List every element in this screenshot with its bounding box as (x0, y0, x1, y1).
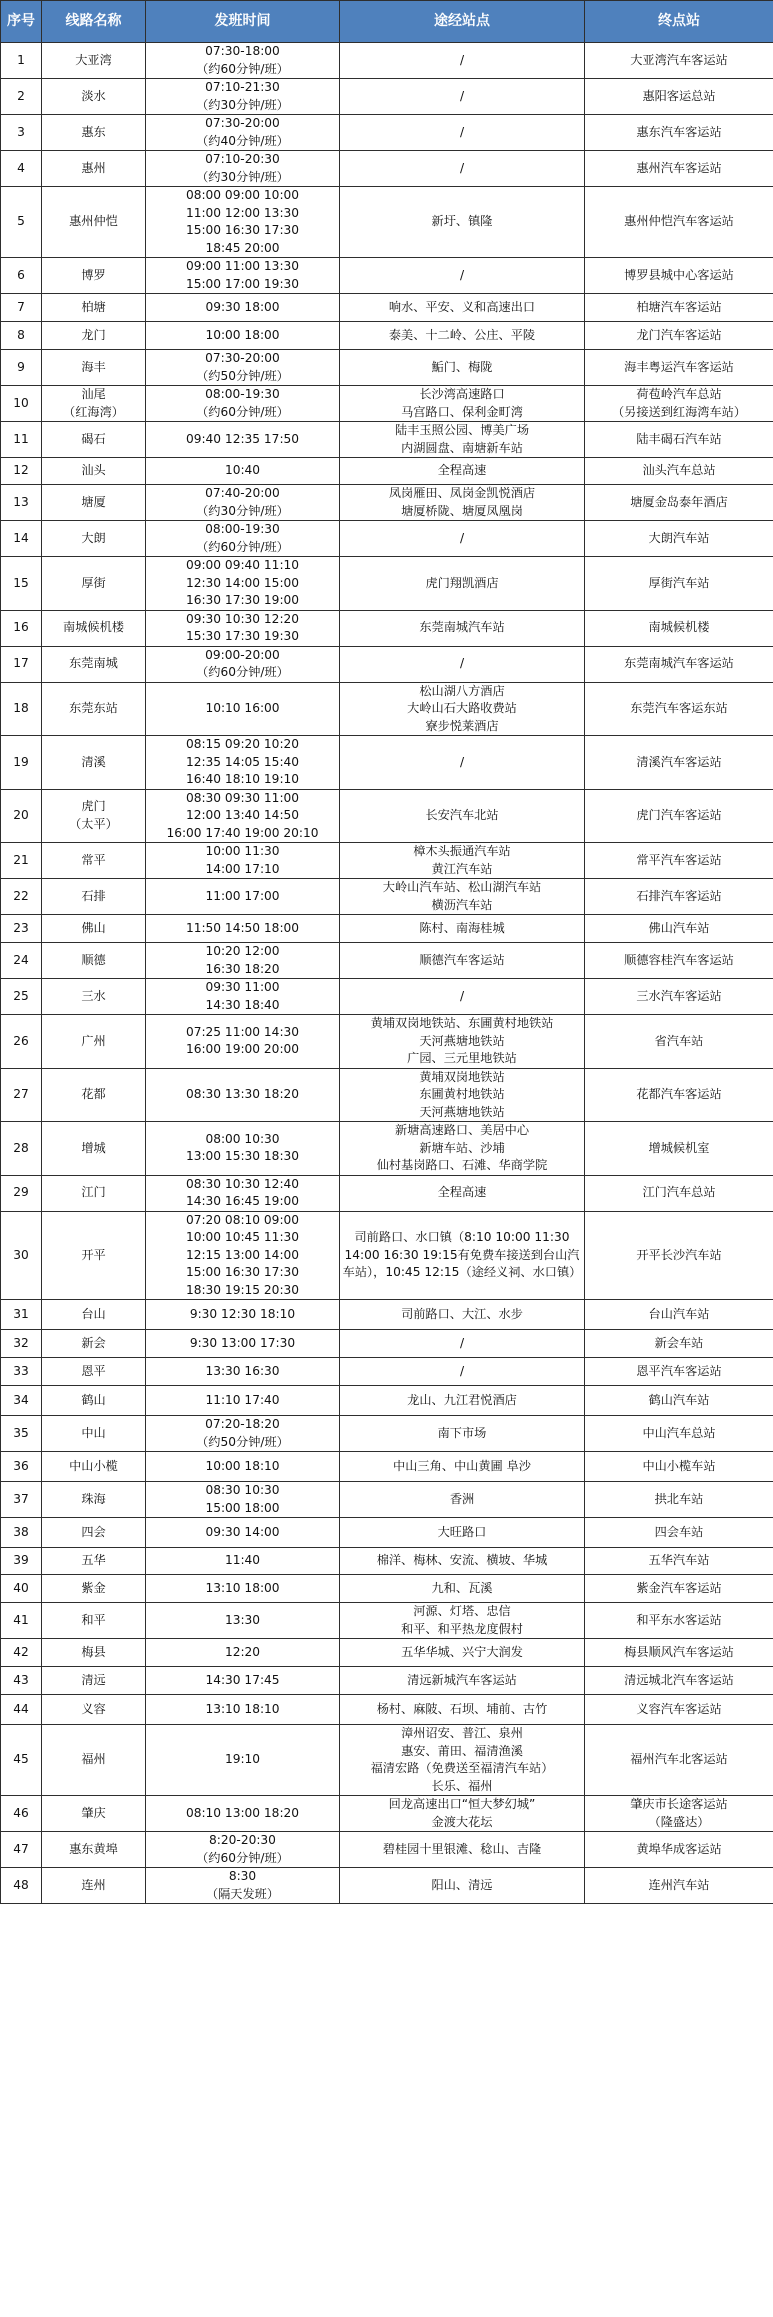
row-dest: 南城候机楼 (585, 610, 773, 646)
row-no: 28 (1, 1122, 42, 1176)
row-no: 42 (1, 1639, 42, 1667)
row-via: / (340, 43, 585, 79)
table-row (1, 646, 773, 682)
row-no: 41 (1, 1603, 42, 1639)
row-route: 清远 (42, 1667, 146, 1695)
row-time: 07:20-18:20 （约50分钟/班） (146, 1416, 340, 1452)
row-no: 29 (1, 1175, 42, 1211)
row-dest: 恩平汽车客运站 (585, 1358, 773, 1386)
row-dest: 柏塘汽车客运站 (585, 294, 773, 322)
row-time: 14:30 17:45 (146, 1667, 340, 1695)
table-body (1, 43, 773, 1904)
row-via: 黄埔双岗地铁站 东圃黄村地铁站 天河燕塘地铁站 (340, 1068, 585, 1122)
row-dest: 福州汽车北客运站 (585, 1725, 773, 1796)
row-via: 大旺路口 (340, 1518, 585, 1548)
row-time: 13:30 (146, 1603, 340, 1639)
row-time: 07:20 08:10 09:00 10:00 10:45 11:30 12:15 13:00 14:00 15:00 16:30 17:30 18:30 19:15 20:30 (146, 1211, 340, 1300)
row-no: 18 (1, 682, 42, 736)
row-time: 10:10 16:00 (146, 682, 340, 736)
table-row (1, 1667, 773, 1695)
row-route: 惠东 (42, 115, 146, 151)
row-time: 09:30 14:00 (146, 1518, 340, 1548)
row-no: 24 (1, 943, 42, 979)
row-time: 09:00 09:40 11:10 12:30 14:00 15:00 16:30 17:30 19:00 (146, 557, 340, 611)
row-dest: 义容汽车客运站 (585, 1695, 773, 1725)
row-dest: 东莞南城汽车客运站 (585, 646, 773, 682)
row-route: 四会 (42, 1518, 146, 1548)
table-row (1, 1300, 773, 1330)
row-no: 45 (1, 1725, 42, 1796)
table-row (1, 1548, 773, 1575)
row-via: 泰美、十二岭、公庄、平陵 (340, 322, 585, 350)
row-no: 34 (1, 1386, 42, 1416)
row-time: 07:10-21:30 （约30分钟/班） (146, 79, 340, 115)
row-time: 09:30 18:00 (146, 294, 340, 322)
row-no: 16 (1, 610, 42, 646)
row-via: / (340, 646, 585, 682)
row-via: 鮜门、梅陇 (340, 350, 585, 386)
table-row (1, 1386, 773, 1416)
row-time: 11:50 14:50 18:00 (146, 915, 340, 943)
row-dest: 惠东汽车客运站 (585, 115, 773, 151)
table-row (1, 843, 773, 879)
row-time: 11:00 17:00 (146, 879, 340, 915)
table-row (1, 151, 773, 187)
row-via: / (340, 979, 585, 1015)
row-no: 4 (1, 151, 42, 187)
row-dest: 开平长沙汽车站 (585, 1211, 773, 1300)
table-row (1, 610, 773, 646)
row-dest: 荷苞岭汽车总站 （另接送到红海湾车站） (585, 386, 773, 422)
row-dest: 佛山汽车站 (585, 915, 773, 943)
table-row (1, 736, 773, 790)
table-row (1, 789, 773, 843)
row-time: 10:20 12:00 16:30 18:20 (146, 943, 340, 979)
row-route: 东莞南城 (42, 646, 146, 682)
table-row (1, 682, 773, 736)
row-route: 三水 (42, 979, 146, 1015)
row-via: 长沙湾高速路口 马宫路口、保利金町湾 (340, 386, 585, 422)
row-via: / (340, 258, 585, 294)
row-dest: 江门汽车总站 (585, 1175, 773, 1211)
row-time: 12:20 (146, 1639, 340, 1667)
row-no: 14 (1, 521, 42, 557)
row-route: 淡水 (42, 79, 146, 115)
row-route: 恩平 (42, 1358, 146, 1386)
row-via: 陆丰玉照公园、博美广场 内湖圆盘、南塘新车站 (340, 422, 585, 458)
row-via: / (340, 1358, 585, 1386)
table-row (1, 1796, 773, 1832)
table-row (1, 1358, 773, 1386)
row-route: 惠东黄埠 (42, 1832, 146, 1868)
table-row (1, 485, 773, 521)
row-route: 塘厦 (42, 485, 146, 521)
row-via: 全程高速 (340, 1175, 585, 1211)
row-route: 福州 (42, 1725, 146, 1796)
row-via: 香洲 (340, 1482, 585, 1518)
row-time: 08:00 10:30 13:00 15:30 18:30 (146, 1122, 340, 1176)
row-via: 新圩、镇隆 (340, 187, 585, 258)
row-no: 38 (1, 1518, 42, 1548)
row-via: / (340, 151, 585, 187)
row-via: 虎门翔凯酒店 (340, 557, 585, 611)
row-time: 8:20-20:30 （约60分钟/班） (146, 1832, 340, 1868)
table-row (1, 1416, 773, 1452)
row-no: 6 (1, 258, 42, 294)
row-route: 和平 (42, 1603, 146, 1639)
row-via: 司前路口、大江、水步 (340, 1300, 585, 1330)
row-dest: 东莞汽车客运东站 (585, 682, 773, 736)
row-no: 26 (1, 1015, 42, 1069)
table-row (1, 386, 773, 422)
row-via: 南下市场 (340, 1416, 585, 1452)
row-dest: 五华汽车站 (585, 1548, 773, 1575)
table-row (1, 1122, 773, 1176)
table-row (1, 115, 773, 151)
row-no: 10 (1, 386, 42, 422)
row-via: 五华华城、兴宁大润发 (340, 1639, 585, 1667)
row-time: 08:00-19:30 （约60分钟/班） (146, 521, 340, 557)
row-time: 13:10 18:10 (146, 1695, 340, 1725)
row-route: 连州 (42, 1868, 146, 1904)
row-via: 凤岗雁田、凤岗金凯悦酒店 塘厦桥陇、塘厦凤凰岗 (340, 485, 585, 521)
header-via: 途经站点 (340, 1, 585, 43)
row-route: 中山小榄 (42, 1452, 146, 1482)
header-time: 发班时间 (146, 1, 340, 43)
row-dest: 四会车站 (585, 1518, 773, 1548)
row-route: 惠州仲恺 (42, 187, 146, 258)
row-via: / (340, 736, 585, 790)
row-no: 39 (1, 1548, 42, 1575)
row-via: 响水、平安、义和高速出口 (340, 294, 585, 322)
table-row (1, 1452, 773, 1482)
header-row (1, 1, 773, 43)
row-time: 08:30 09:30 11:00 12:00 13:40 14:50 16:00 17:40 19:00 20:10 (146, 789, 340, 843)
row-dest: 增城候机室 (585, 1122, 773, 1176)
row-via: / (340, 115, 585, 151)
row-time: 10:00 18:00 (146, 322, 340, 350)
row-dest: 梅县顺风汽车客运站 (585, 1639, 773, 1667)
table-row (1, 422, 773, 458)
row-no: 22 (1, 879, 42, 915)
row-time: 07:25 11:00 14:30 16:00 19:00 20:00 (146, 1015, 340, 1069)
row-no: 36 (1, 1452, 42, 1482)
row-route: 新会 (42, 1330, 146, 1358)
row-via: 阳山、清远 (340, 1868, 585, 1904)
row-route: 鹤山 (42, 1386, 146, 1416)
row-dest: 龙门汽车客运站 (585, 322, 773, 350)
row-no: 25 (1, 979, 42, 1015)
table-row (1, 1482, 773, 1518)
table-row (1, 1695, 773, 1725)
row-route: 石排 (42, 879, 146, 915)
table-row (1, 43, 773, 79)
row-route: 虎门 （太平） (42, 789, 146, 843)
row-route: 紫金 (42, 1575, 146, 1603)
table-row (1, 258, 773, 294)
table-row (1, 943, 773, 979)
row-dest: 厚街汽车站 (585, 557, 773, 611)
row-dest: 虎门汽车客运站 (585, 789, 773, 843)
row-via: / (340, 79, 585, 115)
row-no: 44 (1, 1695, 42, 1725)
row-no: 11 (1, 422, 42, 458)
row-via: 樟木头振通汽车站 黄江汽车站 (340, 843, 585, 879)
table-row (1, 350, 773, 386)
row-route: 台山 (42, 1300, 146, 1330)
row-dest: 中山小榄车站 (585, 1452, 773, 1482)
row-time: 10:00 18:10 (146, 1452, 340, 1482)
row-time: 07:30-20:00 （约50分钟/班） (146, 350, 340, 386)
row-via: 回龙高速出口“恒大梦幻城” 金渡大花坛 (340, 1796, 585, 1832)
row-route: 清溪 (42, 736, 146, 790)
row-dest: 三水汽车客运站 (585, 979, 773, 1015)
table-row (1, 1639, 773, 1667)
row-time: 08:30 10:30 15:00 18:00 (146, 1482, 340, 1518)
row-dest: 顺德容桂汽车客运站 (585, 943, 773, 979)
row-time: 09:30 10:30 12:20 15:30 17:30 19:30 (146, 610, 340, 646)
row-via: 龙山、九江君悦酒店 (340, 1386, 585, 1416)
row-route: 博罗 (42, 258, 146, 294)
row-route: 惠州 (42, 151, 146, 187)
row-via: 河源、灯塔、忠信 和平、和平热龙度假村 (340, 1603, 585, 1639)
row-dest: 鹤山汽车站 (585, 1386, 773, 1416)
table-row (1, 557, 773, 611)
row-route: 厚街 (42, 557, 146, 611)
row-time: 11:40 (146, 1548, 340, 1575)
row-via: / (340, 521, 585, 557)
row-time: 09:00-20:00 （约60分钟/班） (146, 646, 340, 682)
row-route: 花都 (42, 1068, 146, 1122)
row-no: 17 (1, 646, 42, 682)
row-via: 松山湖八方酒店 大岭山石大路收费站 寮步悦莱酒店 (340, 682, 585, 736)
row-time: 13:10 18:00 (146, 1575, 340, 1603)
table-row (1, 521, 773, 557)
row-time: 08:10 13:00 18:20 (146, 1796, 340, 1832)
header-dest: 终点站 (585, 1, 773, 43)
table-row (1, 879, 773, 915)
row-time: 09:40 12:35 17:50 (146, 422, 340, 458)
row-dest: 黄埠华成客运站 (585, 1832, 773, 1868)
table-row (1, 294, 773, 322)
row-no: 33 (1, 1358, 42, 1386)
row-via: 棉洋、梅林、安流、横坡、华城 (340, 1548, 585, 1575)
row-route: 大亚湾 (42, 43, 146, 79)
row-time: 19:10 (146, 1725, 340, 1796)
row-route: 东莞东站 (42, 682, 146, 736)
row-time: 10:40 (146, 458, 340, 485)
row-no: 47 (1, 1832, 42, 1868)
table-row (1, 915, 773, 943)
row-time: 08:30 13:30 18:20 (146, 1068, 340, 1122)
row-no: 8 (1, 322, 42, 350)
table-row (1, 1868, 773, 1904)
table-row (1, 1832, 773, 1868)
row-no: 1 (1, 43, 42, 79)
row-dest: 大朗汽车站 (585, 521, 773, 557)
row-via: 长安汽车北站 (340, 789, 585, 843)
row-no: 7 (1, 294, 42, 322)
row-dest: 台山汽车站 (585, 1300, 773, 1330)
row-route: 佛山 (42, 915, 146, 943)
row-via: 清远新城汽车客运站 (340, 1667, 585, 1695)
table-row (1, 1725, 773, 1796)
row-via: 东莞南城汽车站 (340, 610, 585, 646)
row-no: 23 (1, 915, 42, 943)
table-row (1, 979, 773, 1015)
row-time: 07:10-20:30 （约30分钟/班） (146, 151, 340, 187)
row-time: 08:00 09:00 10:00 11:00 12:00 13:30 15:00 16:30 17:30 18:45 20:00 (146, 187, 340, 258)
row-no: 40 (1, 1575, 42, 1603)
row-via: / (340, 1330, 585, 1358)
row-via: 顺德汽车客运站 (340, 943, 585, 979)
table-row (1, 79, 773, 115)
row-route: 珠海 (42, 1482, 146, 1518)
row-time: 08:30 10:30 12:40 14:30 16:45 19:00 (146, 1175, 340, 1211)
row-time: 9:30 13:00 17:30 (146, 1330, 340, 1358)
table-row (1, 1068, 773, 1122)
table-row (1, 322, 773, 350)
row-no: 13 (1, 485, 42, 521)
row-dest: 和平东水客运站 (585, 1603, 773, 1639)
row-via: 黄埔双岗地铁站、东圃黄村地铁站 天河燕塘地铁站 广园、三元里地铁站 (340, 1015, 585, 1069)
row-time: 8:30 （隔天发班） (146, 1868, 340, 1904)
row-no: 30 (1, 1211, 42, 1300)
row-dest: 常平汽车客运站 (585, 843, 773, 879)
header-no: 序号 (1, 1, 42, 43)
row-dest: 海丰粤运汽车客运站 (585, 350, 773, 386)
row-route: 开平 (42, 1211, 146, 1300)
row-route: 顺德 (42, 943, 146, 979)
table-row (1, 187, 773, 258)
row-no: 21 (1, 843, 42, 879)
row-no: 2 (1, 79, 42, 115)
row-dest: 汕头汽车总站 (585, 458, 773, 485)
row-dest: 惠州仲恺汽车客运站 (585, 187, 773, 258)
row-no: 37 (1, 1482, 42, 1518)
row-time: 9:30 12:30 18:10 (146, 1300, 340, 1330)
row-dest: 塘厦金岛泰年酒店 (585, 485, 773, 521)
row-via: 碧桂园十里银滩、稔山、吉隆 (340, 1832, 585, 1868)
row-no: 20 (1, 789, 42, 843)
row-via: 杨村、麻陂、石坝、埔前、古竹 (340, 1695, 585, 1725)
row-time: 07:30-20:00 （约40分钟/班） (146, 115, 340, 151)
row-route: 增城 (42, 1122, 146, 1176)
table-row (1, 1518, 773, 1548)
row-dest: 肇庆市长途客运站 （隆盛达） (585, 1796, 773, 1832)
table-row (1, 1330, 773, 1358)
row-route: 龙门 (42, 322, 146, 350)
row-dest: 清溪汽车客运站 (585, 736, 773, 790)
table-row (1, 1603, 773, 1639)
row-no: 5 (1, 187, 42, 258)
row-time: 09:00 11:00 13:30 15:00 17:00 19:30 (146, 258, 340, 294)
row-route: 汕头 (42, 458, 146, 485)
row-via: 全程高速 (340, 458, 585, 485)
row-time: 10:00 11:30 14:00 17:10 (146, 843, 340, 879)
row-dest: 博罗县城中心客运站 (585, 258, 773, 294)
table-row (1, 458, 773, 485)
row-no: 15 (1, 557, 42, 611)
row-route: 江门 (42, 1175, 146, 1211)
row-route: 汕尾 （红海湾） (42, 386, 146, 422)
table-row (1, 1015, 773, 1069)
row-dest: 新会车站 (585, 1330, 773, 1358)
row-no: 32 (1, 1330, 42, 1358)
row-dest: 紫金汽车客运站 (585, 1575, 773, 1603)
row-time: 08:15 09:20 10:20 12:35 14:05 15:40 16:40 18:10 19:10 (146, 736, 340, 790)
row-route: 海丰 (42, 350, 146, 386)
table-row (1, 1175, 773, 1211)
row-dest: 拱北车站 (585, 1482, 773, 1518)
row-via: 大岭山汽车站、松山湖汽车站 横沥汽车站 (340, 879, 585, 915)
row-time: 07:30-18:00 （约60分钟/班） (146, 43, 340, 79)
row-time: 08:00-19:30 （约60分钟/班） (146, 386, 340, 422)
row-route: 五华 (42, 1548, 146, 1575)
row-via: 漳州诏安、普江、泉州 惠安、莆田、福清渔溪 福清宏路（免费送至福清汽车站） 长乐、福州 (340, 1725, 585, 1796)
row-dest: 陆丰碣石汽车站 (585, 422, 773, 458)
row-time: 07:40-20:00 （约30分钟/班） (146, 485, 340, 521)
table-row (1, 1211, 773, 1300)
row-no: 12 (1, 458, 42, 485)
row-time: 11:10 17:40 (146, 1386, 340, 1416)
row-dest: 大亚湾汽车客运站 (585, 43, 773, 79)
row-dest: 石排汽车客运站 (585, 879, 773, 915)
row-via: 新塘高速路口、美居中心 新塘车站、沙埔 仙村基岗路口、石滩、华商学院 (340, 1122, 585, 1176)
row-route: 常平 (42, 843, 146, 879)
row-via: 九和、瓦溪 (340, 1575, 585, 1603)
row-dest: 惠阳客运总站 (585, 79, 773, 115)
row-dest: 连州汽车站 (585, 1868, 773, 1904)
row-via: 陈村、南海桂城 (340, 915, 585, 943)
row-via: 中山三角、中山黄圃 阜沙 (340, 1452, 585, 1482)
row-no: 27 (1, 1068, 42, 1122)
row-route: 南城候机楼 (42, 610, 146, 646)
row-via: 司前路口、水口镇（8:10 10:00 11:30 14:00 16:30 19:15有免费车接送到台山汽车站），10:45 12:15（途经义祠、水口镇） (340, 1211, 585, 1300)
row-route: 中山 (42, 1416, 146, 1452)
row-no: 35 (1, 1416, 42, 1452)
table-row (1, 1575, 773, 1603)
row-route: 柏塘 (42, 294, 146, 322)
row-route: 肇庆 (42, 1796, 146, 1832)
row-dest: 省汽车站 (585, 1015, 773, 1069)
row-no: 48 (1, 1868, 42, 1904)
row-no: 19 (1, 736, 42, 790)
row-route: 碣石 (42, 422, 146, 458)
row-route: 义容 (42, 1695, 146, 1725)
row-no: 3 (1, 115, 42, 151)
header-route: 线路名称 (42, 1, 146, 43)
row-no: 9 (1, 350, 42, 386)
row-time: 13:30 16:30 (146, 1358, 340, 1386)
row-dest: 清远城北汽车客运站 (585, 1667, 773, 1695)
row-dest: 惠州汽车客运站 (585, 151, 773, 187)
row-route: 梅县 (42, 1639, 146, 1667)
row-no: 43 (1, 1667, 42, 1695)
row-route: 大朗 (42, 521, 146, 557)
row-no: 31 (1, 1300, 42, 1330)
row-no: 46 (1, 1796, 42, 1832)
row-time: 09:30 11:00 14:30 18:40 (146, 979, 340, 1015)
row-dest: 中山汽车总站 (585, 1416, 773, 1452)
row-route: 广州 (42, 1015, 146, 1069)
row-dest: 花都汽车客运站 (585, 1068, 773, 1122)
